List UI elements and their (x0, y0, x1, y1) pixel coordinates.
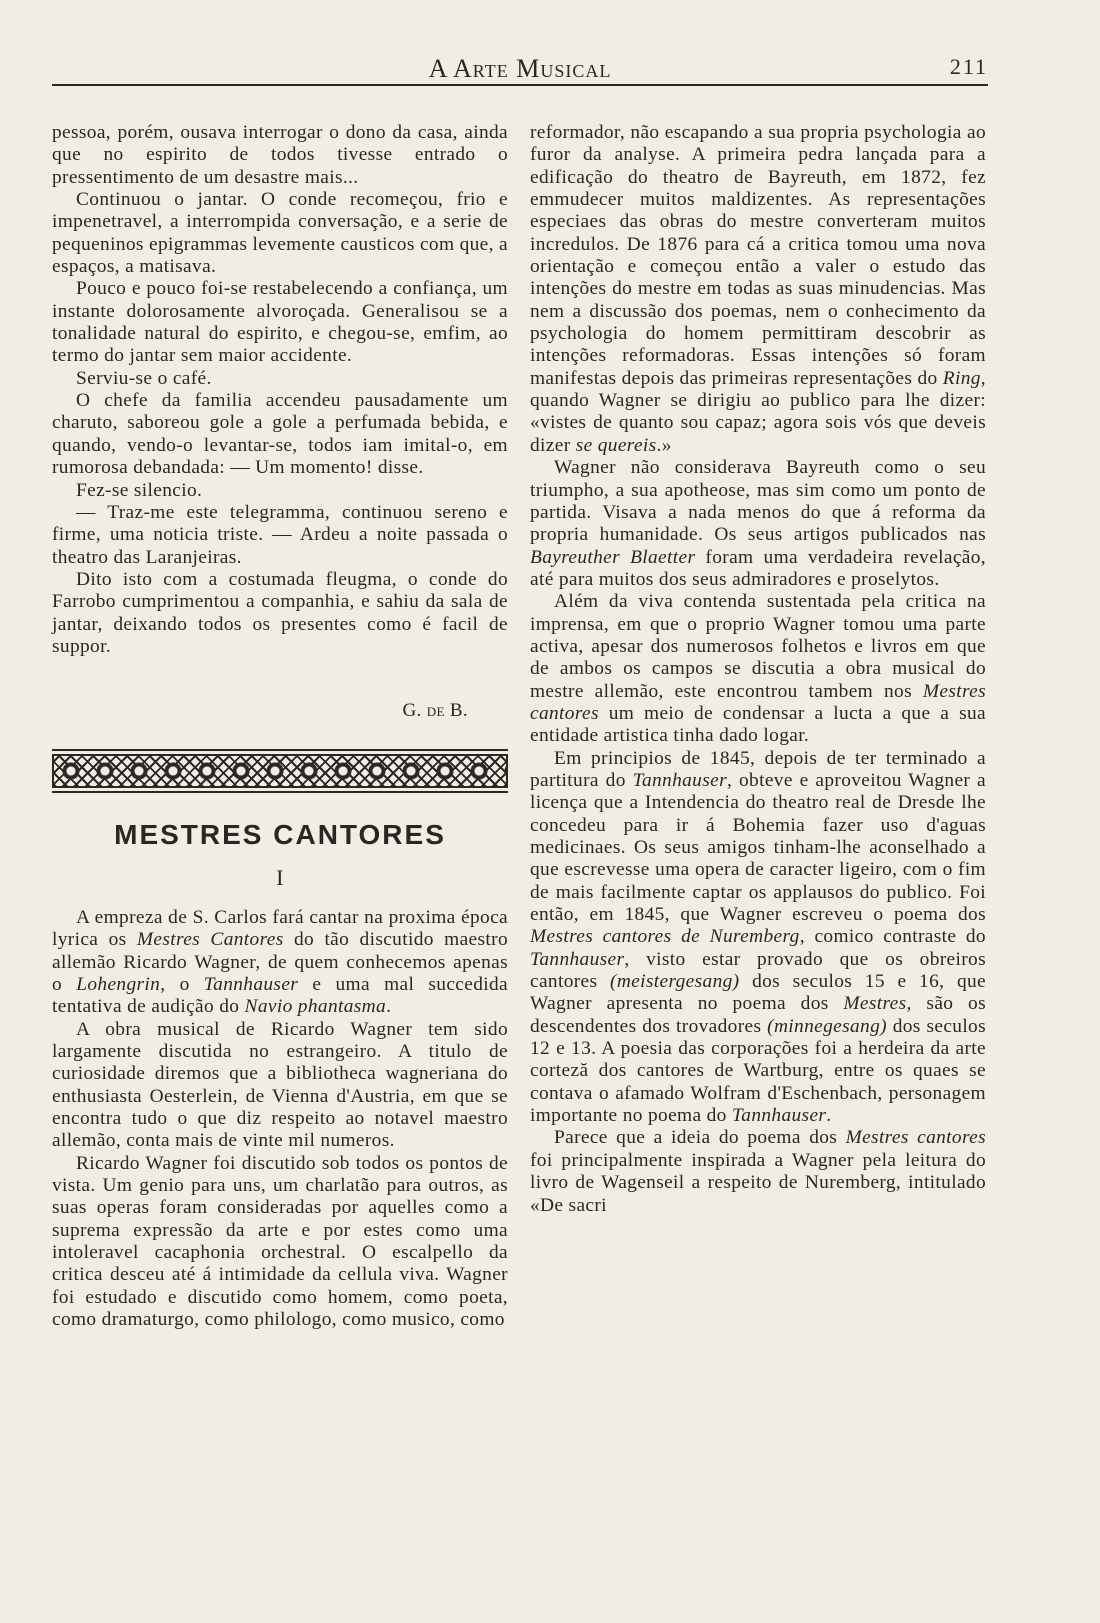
page-number: 211 (949, 54, 988, 79)
text-run: dos seculos 15 e 16, que Wagner apresenta no poema dos (530, 971, 986, 1015)
paragraph (530, 122, 986, 457)
paragraph (530, 1127, 986, 1216)
text-run: Além da viva contenda sustentada pela critica na imprensa, em que o proprio Wagner tomou uma parte activa, apesar dos numerosos folhetos e livros em que de ambos os campos se discutia a obra musical do mestre allemão, este encontrou tambem nos (530, 591, 986, 702)
italic-title: Mestres Cantores (136, 929, 284, 951)
signature-name: B. (449, 700, 468, 722)
paragraph (530, 591, 986, 747)
text-run: . (826, 1105, 832, 1127)
italic-title: Mestres cantores (530, 680, 986, 724)
text-run: , são os descendentes dos trovadores (530, 993, 986, 1037)
section-number: I (276, 864, 284, 890)
text-run: dos seculos 12 e 13. A poesia das corporações foi a herdeira da arte corteză dos cantores de Wartburg, entre os quaes se contava o afamado Wolfram d'Eschenbach, personagem importante no poema do (530, 1015, 986, 1127)
italic-title: Ring (942, 367, 981, 389)
text-run: Wagner não considerava Bayreuth como o seu triumpho, a sua apotheose, mas sim como um ponto de partida. Visava a nada menos do que á reforma da propria humanidade. Os seus artigos publicados nas (530, 457, 986, 546)
text-run: Parece que a ideia do poema dos (554, 1127, 846, 1149)
signature-initial: G. (402, 700, 422, 722)
paragraph (530, 748, 986, 1128)
italic-title: Mestres (843, 993, 907, 1015)
italic-term: (meistergesang) (610, 971, 740, 993)
ornament-rule-bottom (52, 791, 508, 793)
author-signature (52, 700, 468, 722)
italic-title: Navio phantasma (244, 996, 387, 1018)
paragraph: A obra musical de Ricardo Wagner tem sido largamente discutida no estrangeiro. A titulo de curiosidade diremos que a bibliotheca wagneriana do enthusiasta Oesterlein, de Vienna d'Austria, em que se encontra tudo o que diz respeito ao notavel maestro allemão, conta mais de vinte mil numeros. (52, 1018, 508, 1152)
text-run: , obteve e aproveitou Wagner a licença que a Intendencia do theatro real de Dresde lhe concedeu para ir á Bohemia fazer uso d'aguas medicinaes. Os seus amigos tinham-lhe aconselhado a que escrevesse uma opera de caracter ligeiro, com o fim de mais facilmente captar os applausos do publico. Foi então, em 1845, que Wagner escreveu o poema dos (530, 769, 986, 926)
section-title: MESTRES CANTORES (114, 818, 446, 850)
paragraph: Fez-se silencio. (76, 479, 203, 501)
text-run: , visto estar provado que os obreiros cantores (530, 948, 986, 993)
paragraph: Dito isto com a costumada fleugma, o conde do Farrobo cumprimentou a companhia, e sahiu da sala de jantar, deixando todos os presentes como é facil de suppor. (52, 568, 508, 657)
text-run: , comico contraste do (799, 926, 986, 948)
italic-title: Lohengrin (76, 973, 161, 995)
signature-particle: de (426, 700, 445, 722)
text-run: A empreza de S. Carlos fará cantar na proxima época lyrica os (52, 906, 508, 951)
text-run: .» (656, 434, 672, 456)
paragraph: O chefe da familia accendeu pausadamente um charuto, saboreou gole a gole a perfumada bebida, e quando, vendo-o levantar-se, todos iam imital-o, em rumorosa debandada: — Um momento! disse. (52, 390, 508, 479)
text-run: foram uma verdadeira revelação, até para muitos dos seus admiradores e proselytos. (530, 546, 987, 590)
text-run: do tão discutido maestro allemão Ricardo Wagner, de quem conhecemos apenas o (52, 929, 508, 995)
italic-title: Mestres cantores (845, 1127, 986, 1149)
text-run: , quando Wagner se dirigiu ao publico para lhe dizer: «vistes de quanto sou capaz; agora sois vós que deveis dizer (530, 367, 986, 456)
paragraph: Serviu-se o café. (76, 367, 212, 389)
italic-title: Tannhauser (530, 948, 625, 970)
italic-term: (minnegesang) (767, 1015, 887, 1037)
italic-quote: se quereis (575, 434, 657, 456)
italic-title: Bayreuther Blaetter (530, 546, 696, 568)
text-run: Em principios de 1845, depois de ter terminado a partitura do (530, 747, 986, 791)
page-header (52, 52, 988, 86)
italic-title: Tannhauser (203, 973, 299, 995)
paragraph: — Traz-me este telegramma, continuou sereno e firme, uma noticia triste. — Ardeu a noite passada o theatro das Laranjeiras. (52, 501, 508, 568)
paragraph: Pouco e pouco foi-se restabelecendo a confiança, um instante dolorosamente alvoroçada. Generalisou se a tonalidade natural do espirito, e chegou-se, emfim, ao termo do jantar sem maior accidente. (52, 278, 508, 367)
paragraph: Continuou o jantar. O conde recomeçou, frio e impenetravel, a interrompida conversação, e a serie de pequeninos epigrammas levemente causticos com que, a espaços, a matisava. (52, 189, 508, 278)
italic-title: Mestres cantores de Nuremberg (530, 926, 800, 948)
ornament-band (52, 754, 508, 788)
ornamental-divider (52, 749, 508, 795)
italic-title: Tannhauser (731, 1105, 827, 1127)
paragraph: pessoa, porém, ousava interrogar o dono da casa, ainda que no espirito de todos tivesse entrado o pressentimento de um desastre mais... (52, 122, 508, 188)
text-run: reformador, não escapando a sua propria psychologia ao furor da analyse. A primeira pedra lançada para a edificação do theatro de Bayreuth, em 1872, fez emmudecer muitos maldizentes. As representações especiaes das obras do mestre converteram muitos incredulos. De 1876 para cá a critica tomou uma nova orientação e começou então a valer o estudo das intenções do mestre em todas as suas minudencias. Mas nem a discussão dos poemas, nem o conhecimento da psychologia do homem permittiram descobrir as intenções reformadoras. Essas intenções só foram manifestas depois das primeiras representações do (530, 122, 986, 389)
left-column (52, 122, 508, 1331)
paragraph: Ricardo Wagner foi discutido sob todos os pontos de vista. Um genio para uns, um charlatão para outros, as suas operas foram consideradas por aquelles como a suprema expressão da arte e por estes como uma intoleravel cacaphonia orchestral. O escalpello da critica desceu até á intimidade da cellula viva. Wagner foi estudado e discutido como homem, como poeta, como dramaturgo, como philologo, como musico, como (52, 1152, 508, 1331)
running-title: A Arte Musical (428, 54, 612, 83)
paragraph (530, 457, 986, 591)
italic-title: Tannhauser (632, 769, 727, 791)
text-run: , o (160, 973, 204, 995)
text-run: e uma mal succedida tentativa de audição do (52, 973, 509, 1018)
paragraph (52, 907, 508, 1019)
right-column (530, 122, 986, 1217)
text-run: foi principalmente inspirada a Wagner pela leitura do livro de Wagenseil a respeito de Nuremberg, intitulado «De sacri (530, 1149, 986, 1216)
ornament-rule-top (52, 749, 508, 751)
text-run: um meio de condensar a lucta a que a sua entidade artistica tinha dado logar. (530, 702, 986, 747)
text-run: . (386, 996, 392, 1018)
